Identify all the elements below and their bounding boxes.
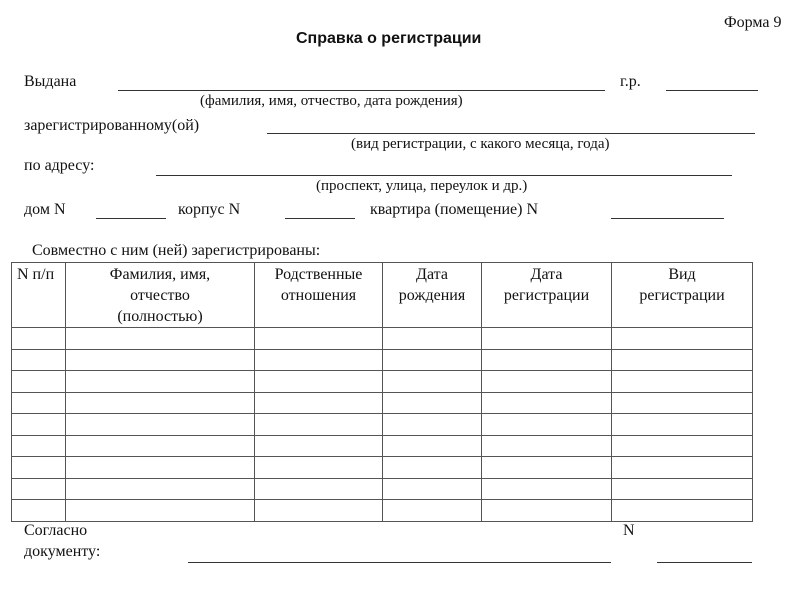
registered-hint: (вид регистрации, с какого месяца, года) <box>351 136 610 152</box>
table-row <box>12 328 753 350</box>
registered-field-line[interactable] <box>267 133 755 134</box>
building-field-line[interactable] <box>285 218 355 219</box>
table-cell[interactable] <box>255 371 383 393</box>
address-label: по адресу: <box>24 157 95 174</box>
table-cell[interactable] <box>482 328 612 350</box>
table-cell[interactable] <box>482 392 612 414</box>
address-field-line[interactable] <box>156 175 732 176</box>
table-cell[interactable] <box>383 478 482 500</box>
table-row <box>12 371 753 393</box>
table-cell[interactable] <box>255 349 383 371</box>
table-cell[interactable] <box>612 500 753 522</box>
table-header-row <box>12 263 753 328</box>
table-row <box>12 435 753 457</box>
table-cell[interactable] <box>255 392 383 414</box>
table-cell[interactable] <box>482 349 612 371</box>
table-cell[interactable] <box>612 328 753 350</box>
building-label: корпус N <box>178 201 241 218</box>
table-cell[interactable] <box>255 478 383 500</box>
table-cell[interactable] <box>482 500 612 522</box>
table-cell[interactable] <box>12 457 66 479</box>
table-cell[interactable] <box>482 478 612 500</box>
table-cell[interactable] <box>612 478 753 500</box>
table-cell[interactable] <box>12 371 66 393</box>
birth-year-label: г.р. <box>620 73 641 90</box>
table-cell[interactable] <box>482 371 612 393</box>
table-cell[interactable] <box>383 371 482 393</box>
table-cell[interactable] <box>255 414 383 436</box>
col-header-registration-type: Вид регистрации <box>612 263 753 328</box>
table-cell[interactable] <box>383 457 482 479</box>
table-cell[interactable] <box>12 500 66 522</box>
table-row <box>12 349 753 371</box>
table-cell[interactable] <box>66 414 255 436</box>
table-cell[interactable] <box>383 392 482 414</box>
according-label-line1: Согласно <box>24 522 88 539</box>
table-cell[interactable] <box>12 435 66 457</box>
table-cell[interactable] <box>383 435 482 457</box>
table-cell[interactable] <box>383 328 482 350</box>
table-row <box>12 457 753 479</box>
document-number-field-line[interactable] <box>657 562 752 563</box>
table-cell[interactable] <box>255 435 383 457</box>
table-cell[interactable] <box>66 328 255 350</box>
table-cell[interactable] <box>66 371 255 393</box>
table-row <box>12 414 753 436</box>
table-cell[interactable] <box>482 414 612 436</box>
table-cell[interactable] <box>612 435 753 457</box>
table-cell[interactable] <box>612 392 753 414</box>
cohabitants-label: Совместно с ним (ней) зарегистрированы: <box>32 242 321 259</box>
issued-hint: (фамилия, имя, отчество, дата рождения) <box>200 93 463 109</box>
col-header-number: N п/п <box>12 263 66 328</box>
registered-label: зарегистрированному(ой) <box>24 117 200 134</box>
form-number: Форма 9 <box>724 14 782 31</box>
table-row <box>12 478 753 500</box>
col-header-birth-date: Дата рождения <box>383 263 482 328</box>
document-number-label: N <box>623 522 635 539</box>
table-cell[interactable] <box>383 500 482 522</box>
table-cell[interactable] <box>66 349 255 371</box>
table-cell[interactable] <box>66 478 255 500</box>
table-cell[interactable] <box>383 349 482 371</box>
table-cell[interactable] <box>255 457 383 479</box>
apartment-field-line[interactable] <box>611 218 724 219</box>
table-cell[interactable] <box>612 371 753 393</box>
birth-year-field-line[interactable] <box>666 90 758 91</box>
according-label-line2: документу: <box>24 543 101 560</box>
table-cell[interactable] <box>12 392 66 414</box>
col-header-registration-date: Дата регистрации <box>482 263 612 328</box>
issued-field-line[interactable] <box>118 90 605 91</box>
apartment-label: квартира (помещение) N <box>370 201 539 218</box>
table-cell[interactable] <box>66 435 255 457</box>
table-cell[interactable] <box>612 349 753 371</box>
address-hint: (проспект, улица, переулок и др.) <box>316 178 528 194</box>
col-header-relationship: Родственные отношения <box>255 263 383 328</box>
cohabitants-table <box>11 262 753 522</box>
table-cell[interactable] <box>612 414 753 436</box>
table-cell[interactable] <box>66 457 255 479</box>
table-cell[interactable] <box>12 349 66 371</box>
table-cell[interactable] <box>66 500 255 522</box>
table-cell[interactable] <box>255 328 383 350</box>
table-cell[interactable] <box>12 328 66 350</box>
house-field-line[interactable] <box>96 218 166 219</box>
document-field-line[interactable] <box>188 562 611 563</box>
table-cell[interactable] <box>255 500 383 522</box>
table-row <box>12 500 753 522</box>
col-header-full-name: Фамилия, имя, отчество (полностью) <box>66 263 255 328</box>
issued-label: Выдана <box>24 73 77 90</box>
house-label: дом N <box>24 201 66 218</box>
table-cell[interactable] <box>482 457 612 479</box>
table-cell[interactable] <box>12 414 66 436</box>
table-cell[interactable] <box>12 478 66 500</box>
table-row <box>12 392 753 414</box>
table-cell[interactable] <box>612 457 753 479</box>
table-cell[interactable] <box>66 392 255 414</box>
table-cell[interactable] <box>482 435 612 457</box>
page-title: Справка о регистрации <box>296 30 482 47</box>
table-cell[interactable] <box>383 414 482 436</box>
